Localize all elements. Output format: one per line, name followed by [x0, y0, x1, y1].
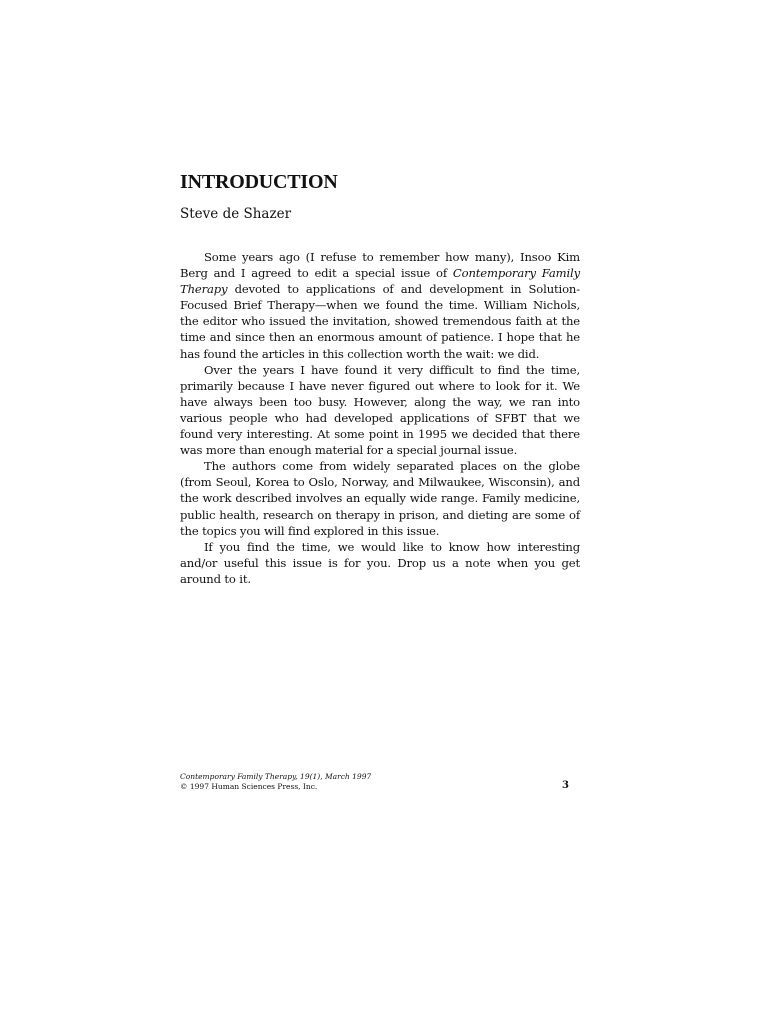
article-author: Steve de Shazer — [180, 206, 292, 222]
paragraph-2: Over the years I have found it very difficult to find the time, primarily because I have never figured out where to look for it. We have always been too busy. However, along the way, we ran into various people who had developed applications of SFBT that we found very interesting. At some point in 1995 we decided that there was more than enough material for a special journal issue. — [180, 362, 580, 458]
page-footer — [180, 772, 575, 792]
article-body — [180, 249, 580, 587]
journal-name-italic: Contemporary Family Therapy — [180, 266, 580, 297]
article-title: INTRODUCTION — [180, 171, 338, 193]
paragraph-4: If you find the time, we would like to know how interesting and/or useful this issue is for you. Drop us a note when you get around to it. — [180, 539, 580, 586]
paragraph-1-text-a: Some years ago (I refuse to remember how many), Insoo Kim Berg and I agreed to edit a special issue of — [180, 250, 580, 281]
paragraph-3: The authors come from widely separated places on the globe (from Seoul, Korea to Oslo, Norway, and Milwaukee, Wisconsin), and the work described involves an equally wide range. Family medicine, public health, research on therapy in prison, and dieting are some of the topics you will find explored in this issue. — [180, 459, 580, 538]
paragraph-1 — [180, 249, 580, 362]
copyright-notice: © 1997 Human Sciences Press, Inc. — [180, 782, 318, 791]
page-number: 3 — [562, 780, 569, 791]
paragraph-1-text-b: devoted to applications of and development in Solution-Focused Brief Therapy—when we found the time. William Nichols, the editor who issued the invitation, showed tremendous faith at the time and since then an enormous amount of patience. I hope that he has found the articles in this collection worth the wait: we did. — [180, 282, 580, 361]
journal-citation: Contemporary Family Therapy, 19(1), March 1997 — [180, 772, 372, 781]
